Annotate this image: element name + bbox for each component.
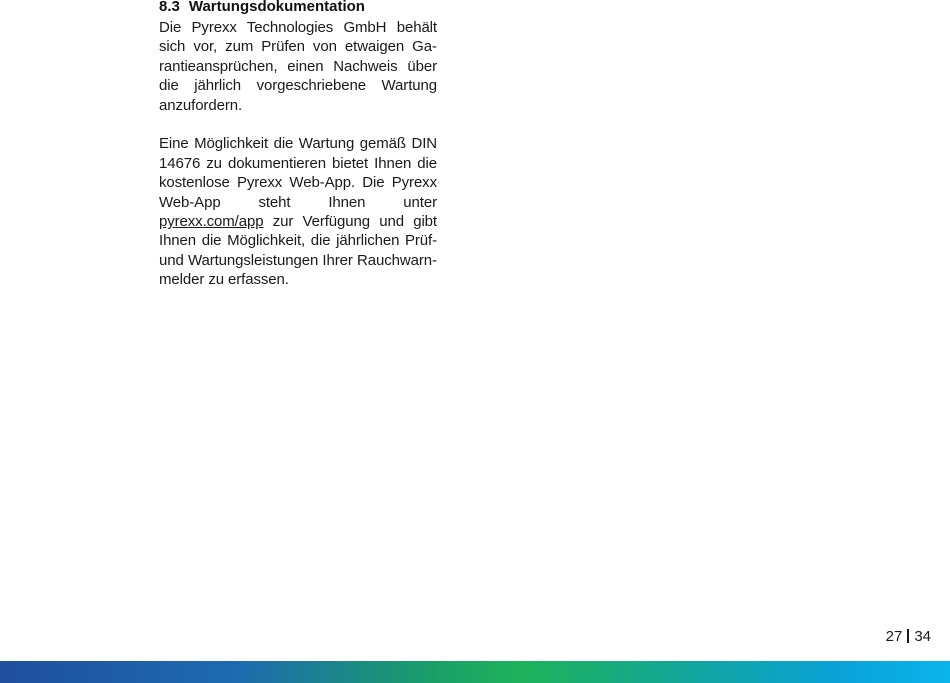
section-number: 8.3 bbox=[159, 0, 180, 15]
page-current: 27 bbox=[885, 628, 903, 645]
maintenance-documentation-section bbox=[159, 0, 437, 290]
page-total: 34 bbox=[914, 628, 931, 645]
paragraph-web-app-text-1: Eine Möglichkeit die Wartung gemäß DIN 14676 zu dokumentieren bietet Ihnen die kostenlose Pyrexx Web-App. Die Pyrexx Web-App steht Ihnen unter bbox=[159, 135, 437, 211]
page-separator bbox=[907, 629, 909, 643]
footer-gradient-bar bbox=[0, 661, 950, 683]
page-number bbox=[886, 628, 931, 645]
paragraph-warranty: Die Pyrexx Technologies GmbH behält sich vor, zum Prüfen von etwaigen Garantieansprüchen, einen Nachweis über die jährlich vorgeschriebene Wartung anzufordern. bbox=[159, 19, 437, 114]
section-heading bbox=[159, 0, 437, 18]
paragraph-web-app bbox=[159, 134, 437, 289]
section-title: Wartungsdokumentation bbox=[188, 0, 365, 15]
web-app-link[interactable]: pyrexx.com/app bbox=[159, 213, 264, 231]
paragraph-web-app-text-2: zur Verfügung und gibt Ihnen die Möglichkeit, die jährlichen Prüf- und Wartungsleistungen Ihrer Rauchwarnmelder zu erfassen. bbox=[159, 213, 437, 289]
